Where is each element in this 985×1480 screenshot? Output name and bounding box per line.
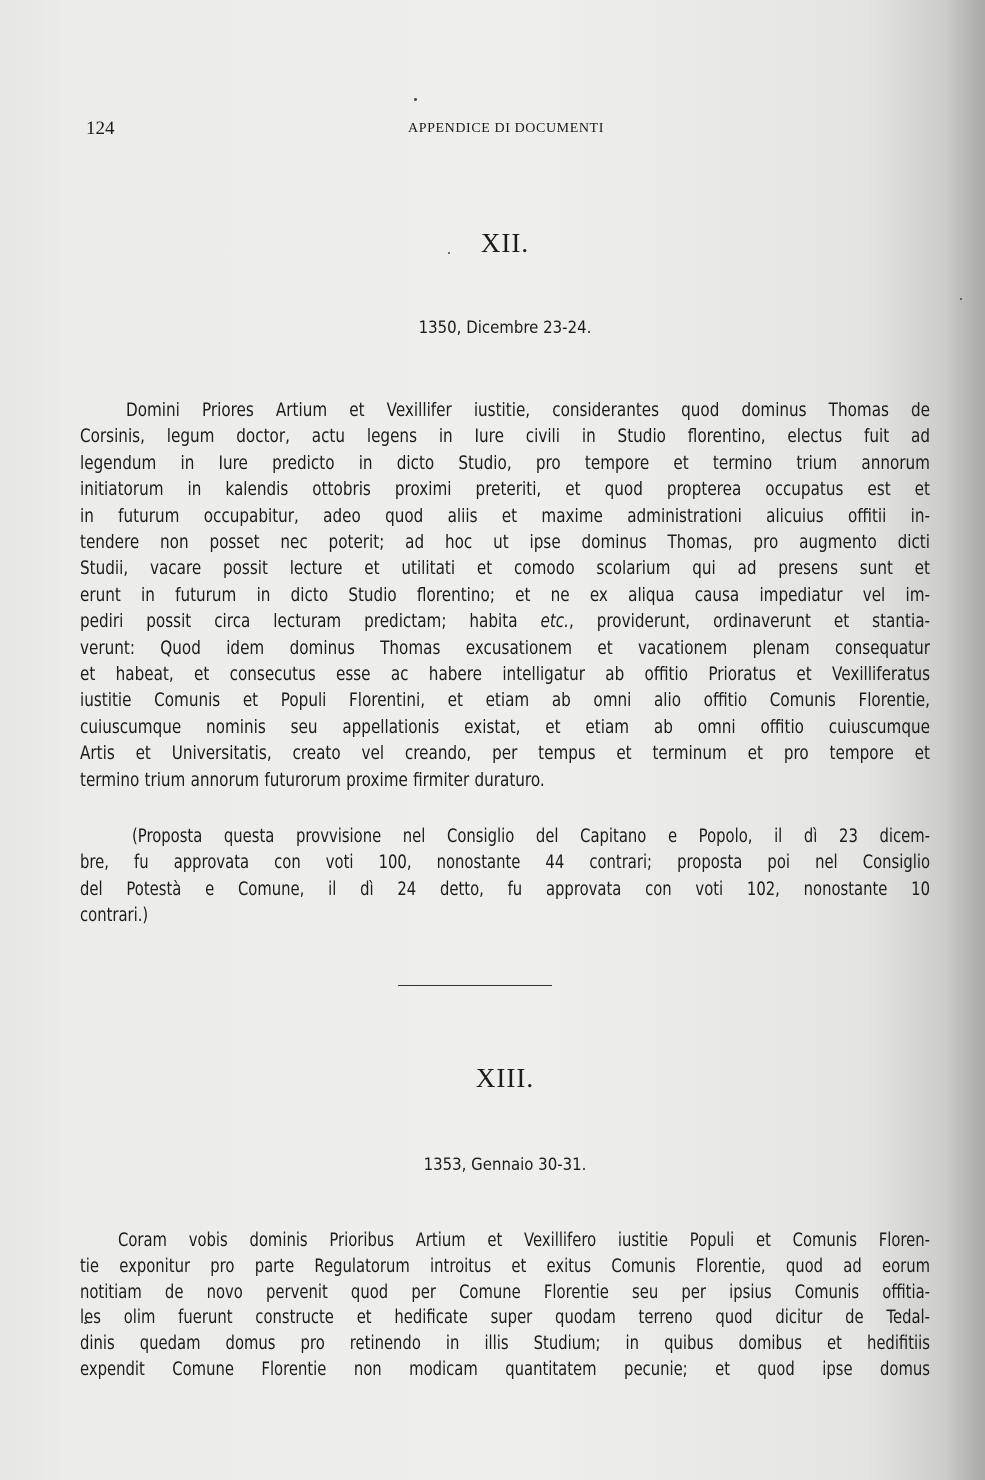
text-line: legendum in Iure predicto in dicto Studio, pro tempore et termino trium annorum: [80, 451, 930, 474]
text-line: verunt: Quod idem dominus Thomas excusationem et vacationem plenam consequatur: [80, 636, 930, 659]
document-date-xiii: 1353, Gennaio 30-31.: [423, 1155, 587, 1175]
text-line: termino trium annorum futurorum proxime firmiter duraturo.: [80, 768, 545, 791]
text-line: erunt in futurum in dicto Studio florentino; et ne ex aliqua causa impediatur vel im-: [80, 583, 930, 606]
document-text-xiii: [80, 1228, 930, 1383]
text-line: et habeat, et consecutus esse ac habere intelligatur ab offitio Prioratus et Vexilliferatus: [80, 663, 930, 686]
note-line: contrari.): [80, 905, 149, 927]
note-line: del Potestà e Comune, il dì 24 detto, fu approvata con voti 102, nonostante 10: [80, 878, 930, 900]
page-header: [86, 118, 926, 142]
text-line: cuiuscumque nominis seu appellationis existat, et etiam ab omni offitio cuiuscumque: [80, 715, 930, 738]
text-line: Coram vobis dominis Prioribus Artium et Vexillifero iustitie Populi et Comunis Floren-: [118, 1230, 930, 1251]
text-line: dinis quedam domus pro retinendo in illis Studium; in quibus domibus et hedifitiis: [80, 1333, 930, 1355]
page-edge-shadow: [945, 0, 985, 1480]
text-line: pediri possit circa lecturam predictam; habita etc., providerunt, ordinaverunt et stantia-: [80, 610, 930, 633]
editorial-note-xii: [80, 824, 930, 930]
text-line: Studii, vacare possit lecture et utilitati et comodo scolarium qui ad presens sunt et: [80, 557, 930, 580]
running-head: APPENDICE DI DOCUMENTI: [408, 121, 604, 136]
document-date-xii: 1350, Dicembre 23-24.: [418, 318, 592, 338]
note-line: bre, fu approvata con voti 100, nonostante 44 contrari; proposta poi nel Consiglio: [80, 852, 930, 874]
text-line: les olim fuerunt constructe et hedificate super quodam terreno quod dicitur de Tedal-: [80, 1307, 930, 1329]
note-line: (Proposta questa provvisione nel Consiglio del Capitano e Popolo, il dì 23 dicem-: [132, 826, 930, 847]
section-divider-rule: [398, 985, 552, 986]
speck: [414, 98, 417, 101]
text-line: Corsinis, legum doctor, actu legens in Iure civili in Studio florentino, electus fuit ad: [80, 425, 930, 448]
text-line: tendere non posset nec poterit; ad hoc ut ipse dominus Thomas, pro augmento dicti: [80, 531, 930, 554]
document-text-xii: [80, 397, 930, 793]
document-number-xiii: XIII.: [475, 1063, 535, 1093]
document-number-xii: XII.: [480, 228, 530, 258]
text-line: iustitie Comunis et Populi Florentini, et etiam ab omni alio offitio Comunis Florentie,: [80, 689, 930, 712]
text-line: in futurum occupabitur, adeo quod aliis et maxime administrationi alicuius offitii in-: [80, 504, 930, 527]
text-line: Domini Priores Artium et Vexillifer iustitie, considerantes quod dominus Thomas de: [126, 399, 930, 421]
text-line: Artis et Universitatis, creato vel creando, per tempus et terminum et pro tempore et: [80, 742, 930, 765]
text-line: expendit Comune Florentie non modicam quantitatem pecunie; et quod ipse domus: [80, 1358, 930, 1380]
text-line: initiatorum in kalendis ottobris proximi preteriti, et quod propterea occupatus est et: [80, 478, 930, 501]
text-line: notitiam de novo pervenit quod per Comune Florentie seu per ipsius Comunis offitia-: [80, 1281, 930, 1303]
text-line: tie exponitur pro parte Regulatorum introitus et exitus Comunis Florentie, quod ad eorum: [80, 1255, 930, 1277]
page-number: 124: [86, 118, 115, 139]
